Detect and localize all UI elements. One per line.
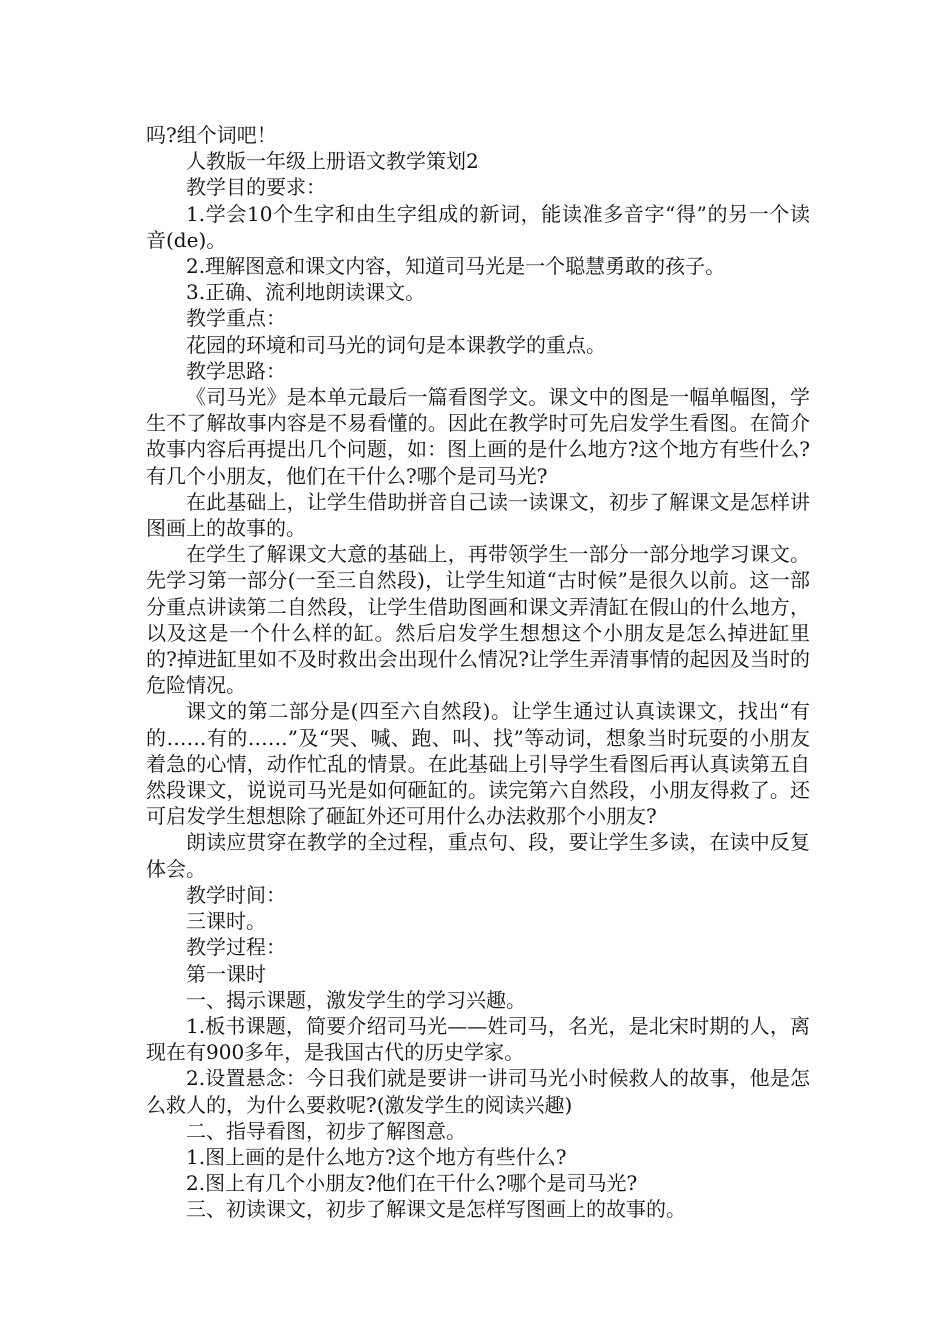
paragraph-continuation: 吗?组个词吧！ — [146, 123, 277, 147]
objective-item-2: 2.理解图意和课文内容，知道司马光是一个聪慧勇敢的孩子。 — [186, 254, 726, 279]
heading-process: 教学过程： — [186, 935, 286, 960]
heading-approach: 教学思路： — [186, 358, 286, 383]
key-points-text: 花园的环境和司马光的词句是本课教学的重点。 — [186, 332, 606, 357]
approach-paragraph-4: 课文的第二部分是(四至六自然段)。让学生通过认真读课文，找出“有的……有的……”及“哭、喊、跑、叫、找”等动词，想象当时玩耍的小朋友着急的心情，动作忙乱的情景。在此基础上引导学生看图后再认真读第五自然段课文，说说司马光是如何砸缸的。读完第六自然段，小朋友得救了。还可启发学生想想除了砸缸外还可用什么办法救那个小朋友? — [146, 699, 810, 829]
approach-paragraph-1: 《司马光》是本单元最后一篇看图学文。课文中的图是一幅单幅图，学生不了解故事内容是不易看懂的。因此在教学时可先启发学生看图。在简介故事内容后再提出几个问题，如：图上画的是什么地方?这个地方有些什么?有几个小朋友，他们在干什么?哪个是司马光? — [146, 385, 810, 488]
lesson-1-title: 第一课时 — [186, 961, 266, 986]
approach-paragraph-3: 在学生了解课文大意的基础上，再带领学生一部分一部分地学习课文。先学习第一部分(一至三自然段)，让学生知道“古时候”是很久以前。这一部分重点讲读第二自然段，让学生借助图画和课文弄清缸在假山的什么地方，以及这是一个什么样的缸。然后启发学生想想这个小朋友是怎么掉进缸里的?掉进缸里如不及时救出会出现什么情况?让学生弄清事情的起因及当时的危险情况。 — [146, 542, 810, 698]
step-2-heading: 二、指导看图，初步了解图意。 — [186, 1118, 466, 1143]
document-body — [146, 122, 810, 1223]
step-3-heading: 三、初读课文，初步了解课文是怎样写图画上的故事的。 — [186, 1197, 686, 1222]
approach-paragraph-2: 在此基础上，让学生借助拼音自己读一读课文，初步了解课文是怎样讲图画上的故事的。 — [146, 489, 810, 541]
step-1-heading: 一、揭示课题，激发学生的学习兴趣。 — [186, 987, 526, 1012]
step-2-item-1: 1.图上画的是什么地方?这个地方有些什么? — [186, 1144, 567, 1169]
step-1-item-2: 2.设置悬念：今日我们就是要讲一讲司马光小时候救人的故事，他是怎么救人的，为什么要救呢?(激发学生的阅读兴趣) — [146, 1066, 810, 1117]
time-text: 三课时。 — [186, 909, 266, 934]
heading-time: 教学时间： — [186, 882, 286, 907]
heading-objectives: 教学目的要求： — [186, 175, 326, 200]
heading-key-points: 教学重点： — [186, 306, 286, 331]
objective-item-3: 3.正确、流利地朗读课文。 — [186, 280, 426, 305]
objective-item-1: 1.学会10个生字和由生字组成的新词，能读准多音字“得”的另一个读音(de)。 — [146, 201, 810, 252]
step-2-item-2: 2.图上有几个小朋友?他们在干什么?哪个是司马光? — [186, 1171, 638, 1196]
section-title: 人教版一年级上册语文教学策划2 — [186, 149, 479, 174]
step-1-item-1: 1.板书课题，简要介绍司马光——姓司马，名光，是北宋时期的人，离现在有900多年，是我国古代的历史学家。 — [146, 1013, 810, 1065]
approach-paragraph-5: 朗读应贯穿在教学的全过程，重点句、段，要让学生多读，在读中反复体会。 — [146, 830, 810, 881]
